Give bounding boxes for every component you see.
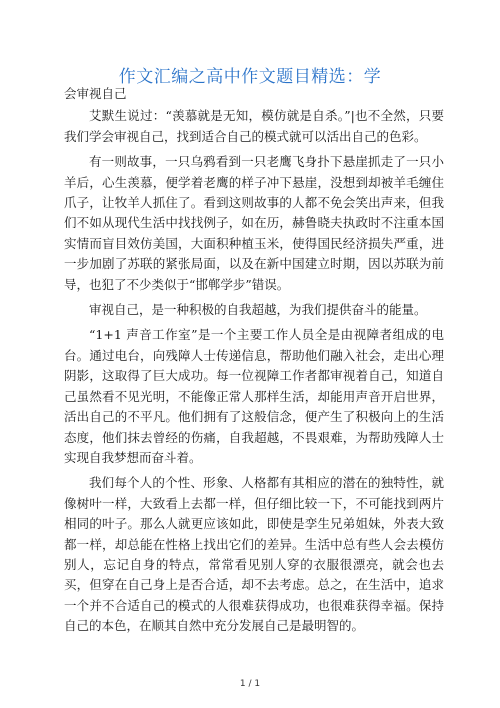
paragraph: 艾默生说过：“羡慕就是无知，模仿就是自杀。”|也不全然，只要我们学会审视自己，找到适合自己的模式就可以活出自己的色彩。	[64, 108, 444, 144]
paragraph: 我们每个人的个性、形象、人格都有其相应的潜在的独特性，就像树叶一样，大致看上去都一样，但仔细比较一下，不可能找到两片相同的叶子。那么人就更应该如此，即使是孪生兄弟姐妹，外表大致都一样，却总能在性格上找出它们的差异。生活中总有些人会去模仿别人，忘记自身的特点，常常看见别人穿的衣服很漂亮，就会也去买，但穿在自己身上是否合适，却不去考虑。总之，在生活中，追求一个并不合适自己的模式的人很难获得成功，也很难获得幸福。保持自己的本色，在顺其自然中充分发展自己是最明智的。	[64, 475, 444, 634]
document-subtitle: 会审视自己	[64, 86, 127, 101]
page-number: 1 / 1	[239, 679, 261, 689]
paragraph: 有一则故事，一只乌鸦看到一只老鹰飞身扑下悬崖抓走了一只小羊后，心生羡慕，便学着老鹰的样子冲下悬崖，没想到却被羊毛缠住爪子，让牧羊人抓住了。看到这则故事的人都不免会笑出声来，但我们不如从现代生活中找找例子，如在历，赫鲁晓夫执政时不注重本国实情而盲目效仿美国，大面积种植玉米，使得国民经济损失严重，进一步加剧了苏联的紧张局面，以及在新中国建立时期，因以苏联为前导，也犯了不少类似于“邯郸学步”错误。	[64, 154, 444, 292]
paragraph: 审视自己，是一种积极的自我超越，为我们提供奋斗的能量。	[89, 302, 427, 318]
document-body	[64, 84, 444, 642]
paragraph: “1+1 声音工作室”是一个主要工作人员全是由视障者组成的电台。通过电台，向残障人士传递信息，帮助他们融入社会，走出心理阴影，这取得了巨大成功。每一位视障工作者都审视着自己，知道自己虽然看不见光明，不能像正常人那样生活，却能用声音开启世界，活出自己的不平凡。他们拥有了这般信念，便产生了积极向上的生活态度，他们抹去曾经的伤痛，自我超越，不畏艰难，为帮助残障人士实现自我梦想而奋斗着。	[64, 327, 444, 465]
document-title: 作文汇编之高中作文题目精选：学	[118, 67, 382, 87]
